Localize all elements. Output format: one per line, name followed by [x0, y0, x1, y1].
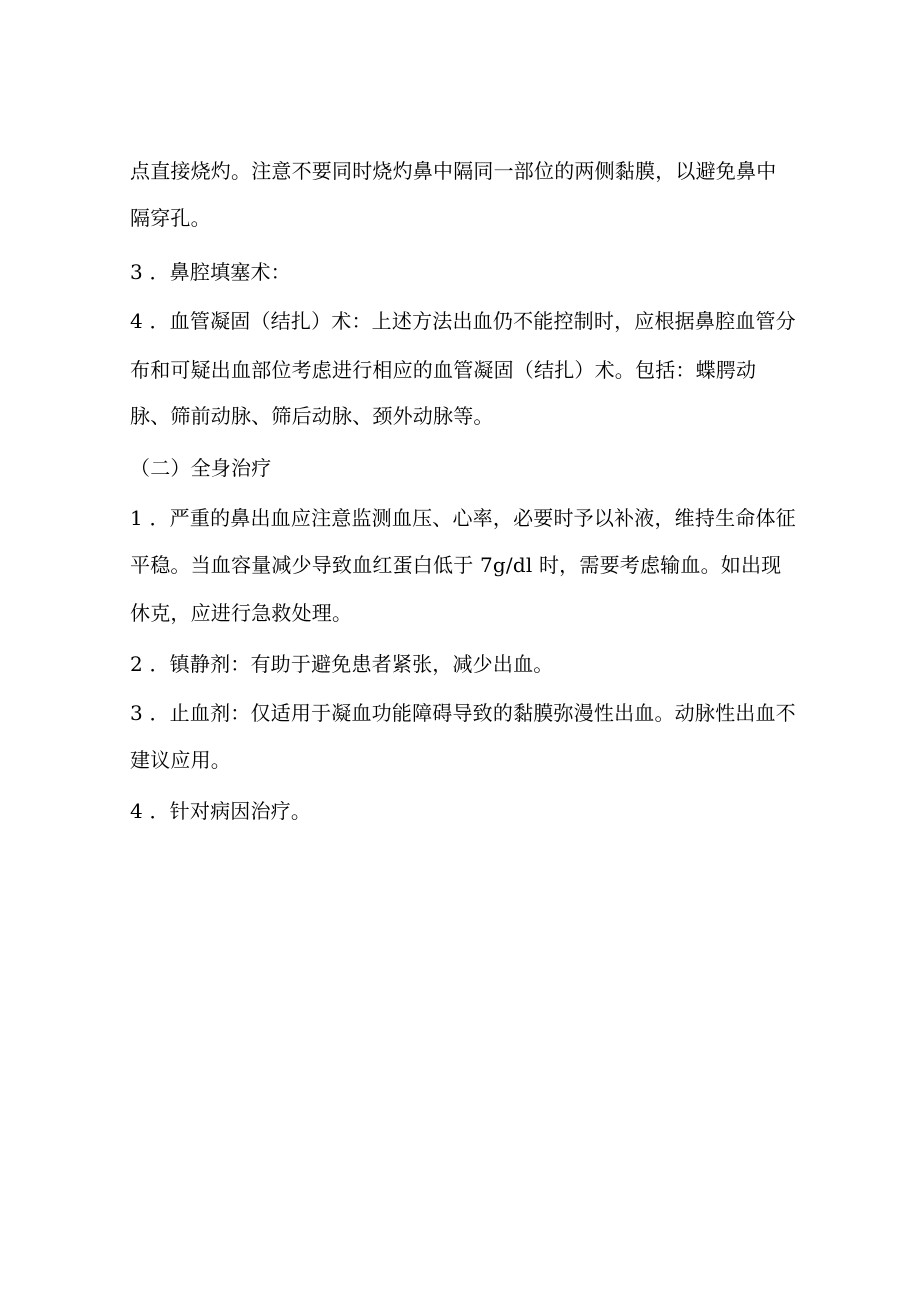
- list-item-3-heading: 3 ．鼻腔填塞术：: [130, 260, 291, 284]
- text-line: 休克，应进行急救处理。: [130, 601, 353, 625]
- list-item-4-line: 4 ．血管凝固（结扎）术：上述方法出血仍不能控制时，应根据鼻腔血管分: [130, 309, 796, 333]
- section-heading: （二）全身治疗: [130, 456, 272, 480]
- text-line: 布和可疑出血部位考虑进行相应的血管凝固（结扎）术。包括：蝶腭动: [130, 358, 757, 382]
- text-line: 建议应用。: [130, 748, 231, 772]
- list-item-1-line: 1 ．严重的鼻出血应注意监测血压、心率，必要时予以补液，维持生命体征: [130, 506, 796, 530]
- text-line: 平稳。当血容量减少导致血红蛋白低于 7g/dl 时，需要考虑输血。如出现: [130, 553, 782, 577]
- list-item-3-line: 3 ．止血剂：仅适用于凝血功能障碍导致的黏膜弥漫性出血。动脉性出血不: [130, 701, 796, 725]
- list-item-2-line: 2 ．镇静剂：有助于避免患者紧张，减少出血。: [130, 652, 554, 676]
- text-line: 点直接烧灼。注意不要同时烧灼鼻中隔同一部位的两侧黏膜，以避免鼻中: [130, 159, 777, 183]
- list-item-4-line: 4 ．针对病因治疗。: [130, 799, 312, 823]
- text-line: 脉、筛前动脉、筛后动脉、颈外动脉等。: [130, 404, 494, 428]
- text-line: 隔穿孔。: [130, 206, 211, 230]
